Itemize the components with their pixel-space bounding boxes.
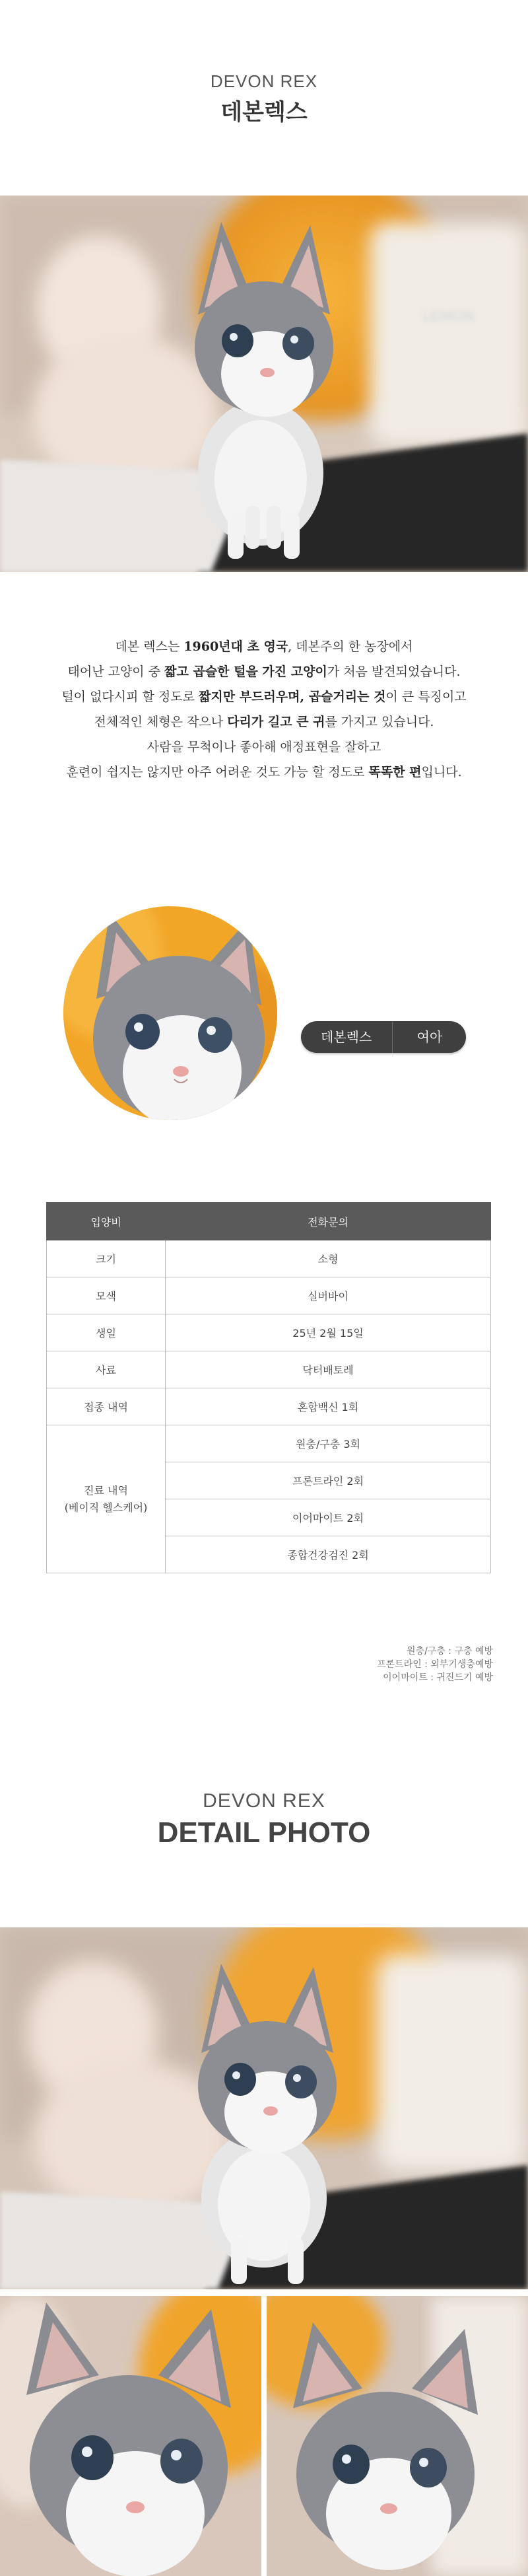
- row-label: 모색: [47, 1277, 166, 1314]
- row-value: 25년 2월 15일: [166, 1314, 491, 1351]
- table-row: [47, 1425, 491, 1462]
- footnote: 원충/구충 : 구충 예방: [407, 1646, 493, 1657]
- profile-photo: [63, 906, 277, 1120]
- name-badge: [301, 1021, 466, 1053]
- desc-line-1: 데본 렉스는 1960년대 초 영국, 데본주의 한 농장에서: [115, 639, 413, 654]
- desc-line-4: 전체적인 체형은 작으나 다리가 길고 큰 귀를 가지고 있습니다.: [94, 715, 434, 729]
- cat-name: 데본렉스: [321, 1029, 372, 1045]
- table-header-row: [47, 1203, 491, 1240]
- svg-text:LEMON: LEMON: [422, 308, 475, 324]
- care-item: 프론트라인 2회: [166, 1462, 491, 1499]
- table-row: [47, 1314, 491, 1351]
- row-label: 크기: [47, 1240, 166, 1277]
- detail-title: DETAIL PHOTO: [157, 1816, 371, 1849]
- care-item: 원충/구충 3회: [166, 1425, 491, 1462]
- footnotes: [377, 1645, 493, 1684]
- care-item: 종합건강검진 2회: [166, 1536, 491, 1573]
- detail-title-en: DEVON REX: [203, 1790, 325, 1812]
- table-row: [47, 1388, 491, 1425]
- care-item: 이어마이트 2회: [166, 1499, 491, 1536]
- badge-divider: [392, 1021, 393, 1053]
- row-value: 실버바이: [166, 1277, 491, 1314]
- section-title-en: DEVON REX: [210, 71, 318, 91]
- row-value: 닥터배토레: [166, 1351, 491, 1388]
- desc-line-2: 태어난 고양이 중 짧고 곱슬한 털을 가진 고양이가 처음 발견되었습니다.: [67, 664, 461, 679]
- price-label: 입양비: [47, 1203, 166, 1240]
- info-table: [46, 1202, 491, 1573]
- cat-sex: 여아: [416, 1029, 443, 1045]
- row-label: 생일: [47, 1314, 166, 1351]
- table-row: [47, 1240, 491, 1277]
- footnote: 이어마이트 : 귀진드기 예방: [383, 1672, 493, 1683]
- detail-photo-main: [0, 1927, 528, 2289]
- desc-line-3: 털이 없다시피 할 정도로 짧지만 부드러우며, 곱슬거리는 것이 큰 특징이고: [61, 690, 467, 704]
- row-label: 접종 내역: [47, 1388, 166, 1425]
- section-title-ko: 데본렉스: [220, 99, 308, 125]
- breed-description: [0, 634, 528, 785]
- hero-photo: [0, 196, 528, 572]
- row-value: 소형: [166, 1240, 491, 1277]
- detail-photo-left: [0, 2296, 261, 2576]
- desc-line-6: 훈련이 쉽지는 않지만 아주 어려운 것도 가능 할 정도로 똑똑한 편입니다.: [66, 765, 462, 779]
- row-value: 혼합백신 1회: [166, 1388, 491, 1425]
- care-history-label: 진료 내역 (베이직 헬스케어): [47, 1425, 166, 1573]
- desc-line-5: 사람을 무척이나 좋아해 애정표현을 잘하고: [147, 740, 381, 754]
- row-label: 사료: [47, 1351, 166, 1388]
- table-row: [47, 1277, 491, 1314]
- table-row: [47, 1351, 491, 1388]
- footnote: 프론트라인 : 외부기생충예방: [377, 1659, 493, 1670]
- detail-photo-right: [267, 2296, 528, 2576]
- price-value: 전화문의: [166, 1203, 491, 1240]
